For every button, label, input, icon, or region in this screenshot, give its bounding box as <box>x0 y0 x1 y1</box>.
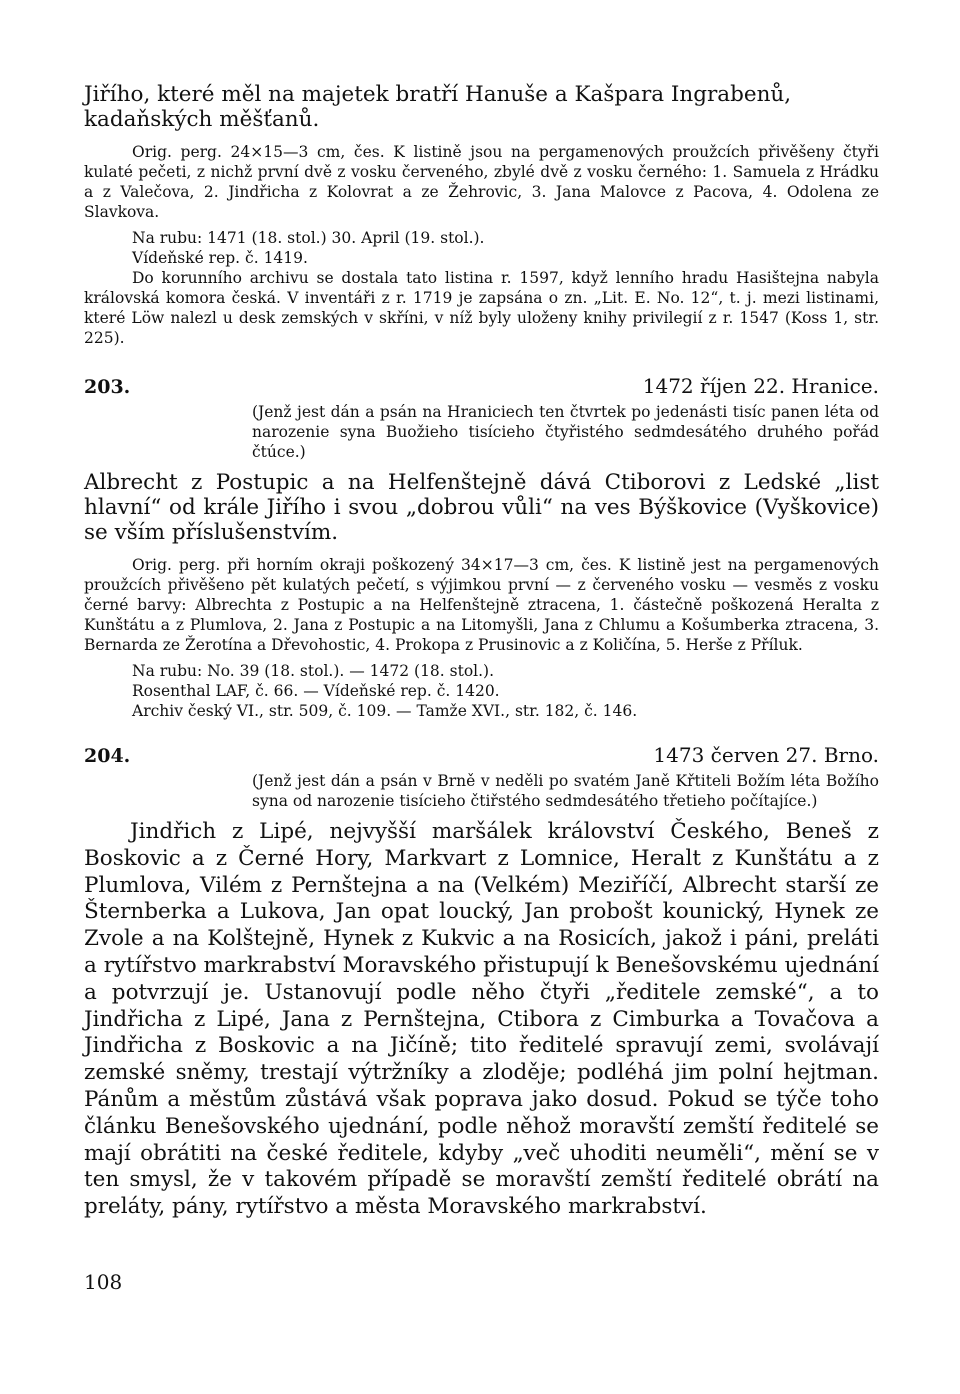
verso-note: Na rubu: No. 39 (18. stol.). — 1472 (18. stol.). <box>132 662 495 680</box>
entry-203-header <box>84 374 879 398</box>
repertory-note: Vídeňské rep. č. 1419. <box>132 249 308 267</box>
dating-quote: (Jenž jest dán a psán na Hraniciech ten čtvrtek po jedenásti tisíc panen léta od narozenie syna Buožieho tisícieho čtyřistého sedmdesátého druhého pořád čtúce.) <box>252 403 879 461</box>
entry-date-place: 1473 červen 27. Brno. <box>653 743 879 767</box>
entry-date-place: 1472 říjen 22. Hranice. <box>642 374 879 398</box>
archive-note: Do korunního archivu se dostala tato listina r. 1597, když lenního hradu Hasištejna nabyla královská komora česká. V inventáři z r. 1719 je zapsána o zn. „Lit. E. No. 12“, t. j. mezi listinami, které Löw nalezl u desk zemských v skříni, v níž byly uloženy knihy privilegií z r. 1547 (Koss 1, str. 225). <box>84 269 879 347</box>
dating-quote: (Jenž jest dán a psán v Brně v neděli po svatém Janě Křtiteli Božím léta Božího syna od narozenie tisícieho čtiřstého sedmdesátého třetieho počítajíce.) <box>252 772 879 810</box>
regest: Jindřich z Lipé, nejvyšší maršálek království Českého, Beneš z Boskovic a z Černé Hory, Markvart z Lomnice, Heralt z Kunštátu a z Plumlova, Vilém z Pernštejna a na (Velkém) Meziříčí, Albrecht starší ze Šternberka a Lukova, Jan opat loucký, Jan probošt kounický, Hynek ze Zvole a na Kolštejně, Hynek z Kukvic a na Rosicích, jakož i páni, preláti a rytířstvo markrabství Moravského přistupují k Benešovskému ujednání a potvrzují je. Ustanovují podle něho čtyři „ředitele zemské“, a to Jindřicha z Lipé, Jana z Pernštejna, Ctibora z Cimburka a Tovačova a Jindřicha z Boskovic a na Jičíně; tito ředitelé spravují zemi, svolávají zemské sněmy, trestají výtržníky a zloděje; podléhá jim polní hejtman. Pánům a městům zůstává však poprava jako dosud. Pokud se týče toho článku Benešovského ujednání, podle něhož moravští zemští ředitelé se mají obrátiti na české ředitele, kdyby „več uhoditi neuměli“, mění se v ten smysl, že v takovém případě se moravští zemští ředitelé obrátí na preláty, pány, rytířstvo a města Moravského markrabství. <box>84 819 879 1220</box>
repertory-note: Rosenthal LAF, č. 66. — Vídeňské rep. č. 1420. <box>132 682 500 700</box>
entry-204-header <box>84 743 879 767</box>
entry-number: 204. <box>84 745 131 767</box>
regest: Albrecht z Postupic a na Helfenštejně dává Ctiborovi z Ledské „list hlavní“ od krále Jiřího i svou „dobrou vůli“ na ves Býškovice (Vyškovice) se vším příslušenstvím. <box>84 470 879 545</box>
page-content <box>84 82 879 1231</box>
original-description: Orig. perg. při horním okraji poškozený 34×17—3 cm, čes. K listině jest na pergamenových proužcích přivěšeno pět kulatých pečetí, s výjimkou první — z červeného vosku — vesměs z vosku černé barvy: Albrechta z Postupic a na Helfenštejně ztracena, 1. částečně poškozená Heralta z Kunštátu a z Plumlova, 2. Jana z Postupic a na Litomyšli, Jana z Chlumu a Košumberka ztracena, 3. Bernarda ze Žerotína a Dřevohostic, 4. Prokopa z Prusinovic a z Količína, 5. Herše z Příluk. <box>84 556 879 654</box>
verso-note: Na rubu: 1471 (18. stol.) 30. April (19. stol.). <box>132 229 485 247</box>
edition-note: Archiv český VI., str. 509, č. 109. — Tamže XVI., str. 182, č. 146. <box>132 702 638 720</box>
continued-regest: Jiřího, které měl na majetek bratří Hanuše a Kašpara Ingrabenů, kadaňských měšťanů. <box>84 82 792 132</box>
page-number: 108 <box>84 1270 123 1294</box>
original-description: Orig. perg. 24×15—3 cm, čes. K listině jsou na pergamenových proužcích přivěšeny čtyři kulaté pečeti, z nichž první dvě z vosku červeného, zbylé dvě z vosku černého: 1. Samuela z Hrádku a z Valečova, 2. Jindřicha z Kolovrat a ze Žehrovic, 3. Jana Malovce z Pacova, 4. Odolena ze Slavkova. <box>84 143 879 221</box>
entry-number: 203. <box>84 376 131 398</box>
